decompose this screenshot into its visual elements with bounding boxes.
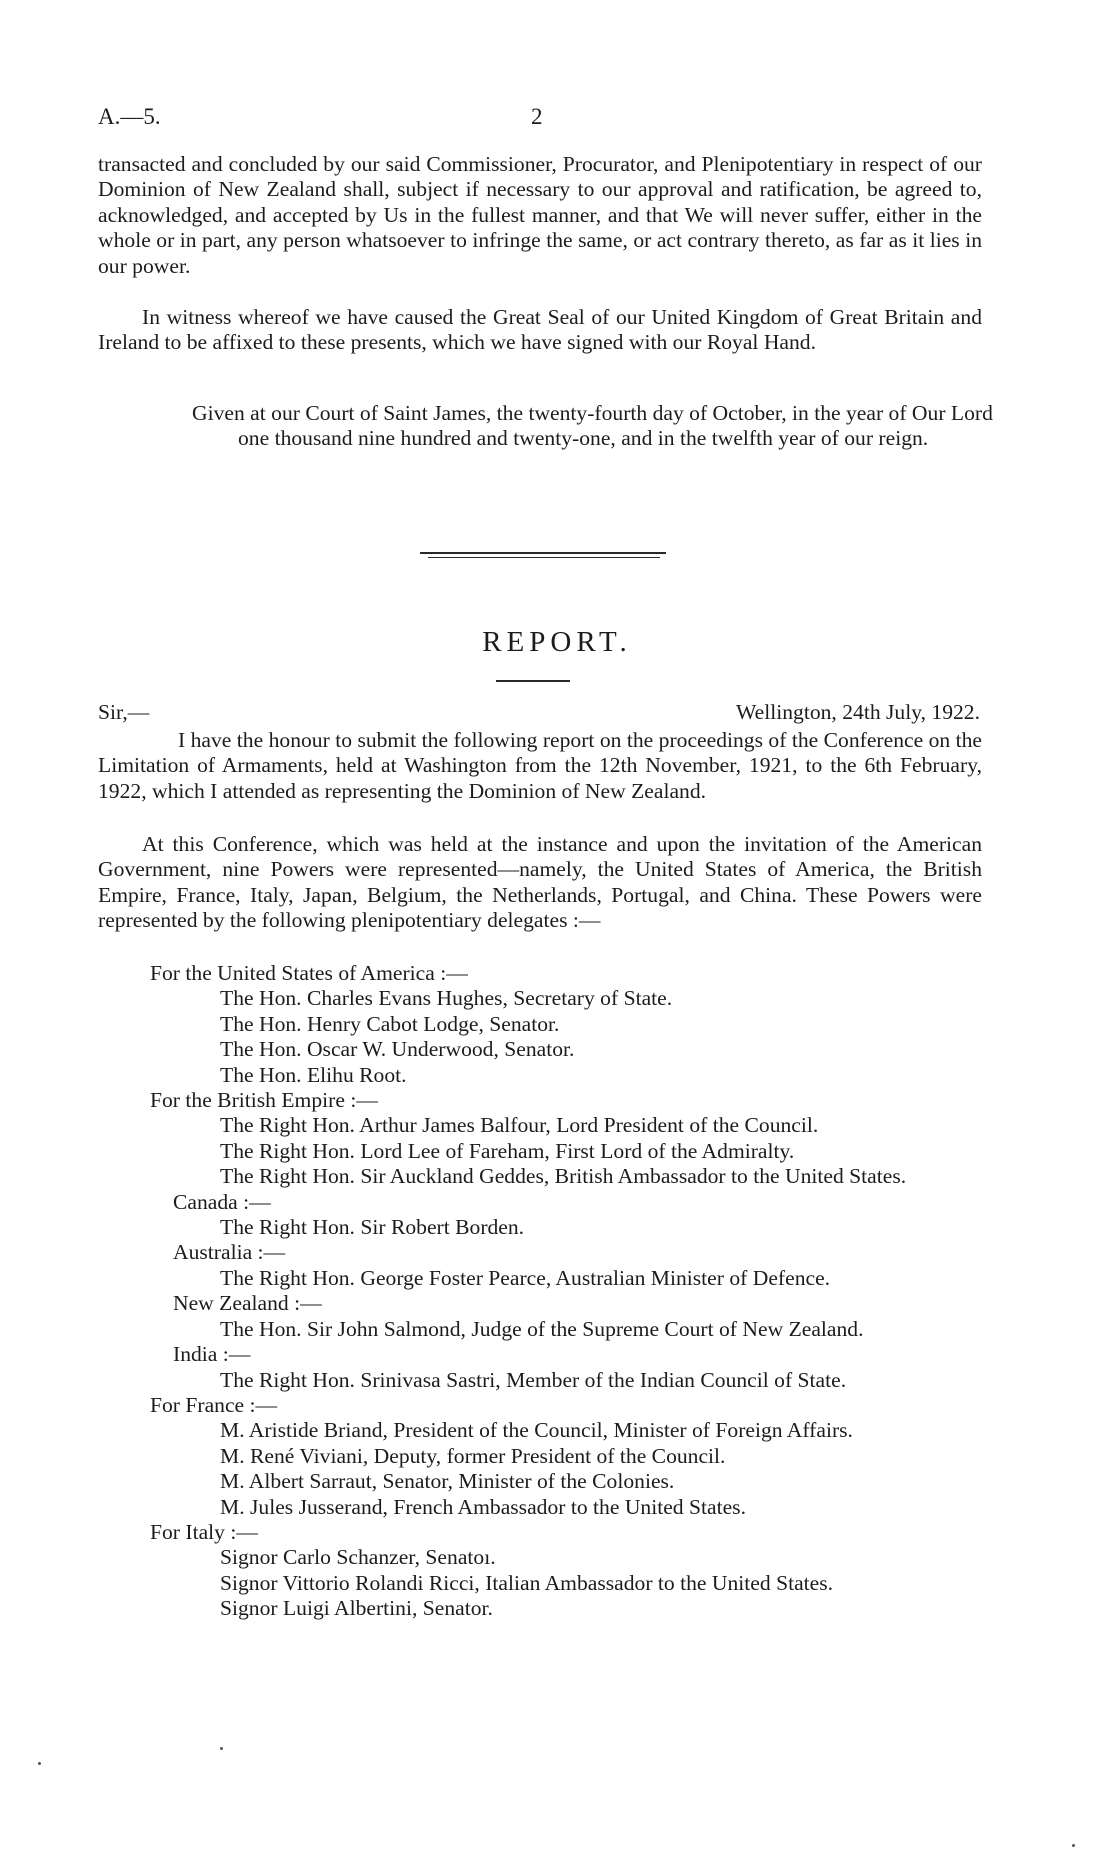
delegate-entry: The Hon. Charles Evans Hughes, Secretary of State. (220, 986, 673, 1011)
delegate-entry: M. René Viviani, Deputy, former President of the Council. (220, 1443, 726, 1468)
delegation-heading: For Italy :— (150, 1519, 258, 1544)
delegation-heading: India :— (173, 1342, 251, 1367)
delegate-entry: The Hon. Sir John Salmond, Judge of the Supreme Court of New Zealand. (220, 1316, 864, 1341)
delegate-entry: Signor Carlo Schanzer, Senatoı. (220, 1545, 496, 1570)
delegation-heading: Canada :— (173, 1189, 271, 1214)
delegate-entry: M. Jules Jusserand, French Ambassador to the United States. (220, 1494, 746, 1519)
given-at-court-paragraph: Given at our Court of Saint James, the twenty-fourth day of October, in the year of Our Lord one thousand nine hundred and twenty-one, and in the twelfth year of our reign. (192, 401, 993, 451)
delegate-entry: The Right Hon. Sir Auckland Geddes, British Ambassador to the United States. (220, 1164, 907, 1189)
delegation-heading: For France :— (150, 1392, 278, 1417)
report-intro-paragraph: I have the honour to submit the following report on the proceedings of the Conference on the Limitation of Armaments, held at Washington from the 12th November, 1921, to the 6th February, 1922, which I attended as representing the Dominion of New Zealand. (98, 728, 982, 803)
delegate-entry: The Right Hon. Sir Robert Borden. (220, 1215, 525, 1240)
delegate-entry: The Right Hon. Arthur James Balfour, Lord President of the Council. (220, 1113, 819, 1138)
delegates-list (98, 961, 982, 1622)
delegation-heading: Australia :— (173, 1240, 286, 1265)
section-divider-bottom (428, 557, 660, 558)
print-speck (220, 1747, 223, 1750)
delegate-entry: Signor Vittorio Rolandi Ricci, Italian Ambassador to the United States. (220, 1570, 834, 1595)
place-and-date: Wellington, 24th July, 1922. (736, 700, 980, 724)
print-speck (38, 1762, 41, 1765)
report-title: REPORT. (482, 626, 632, 658)
page-number: 2 (531, 104, 543, 129)
title-underline (496, 680, 570, 682)
delegate-entry: The Right Hon. Lord Lee of Fareham, First Lord of the Admiralty. (220, 1138, 795, 1163)
delegation-heading: For the British Empire :— (150, 1088, 378, 1113)
delegation-heading: For the United States of America :— (150, 961, 468, 985)
salutation: Sir,— (98, 700, 150, 724)
document-reference: A.—5. (98, 104, 161, 129)
delegation-heading: New Zealand :— (173, 1291, 322, 1316)
delegate-entry: The Hon. Henry Cabot Lodge, Senator. (220, 1011, 560, 1036)
delegate-entry: The Hon. Elihu Root. (220, 1062, 407, 1087)
witness-paragraph: In witness whereof we have caused the Great Seal of our United Kingdom of Great Britain and Ireland to be affixed to these presents, which we have signed with our Royal Hand. (98, 305, 982, 355)
delegate-entry: The Hon. Oscar W. Underwood, Senator. (220, 1037, 575, 1062)
delegate-entry: The Right Hon. Srinivasa Sastri, Member of the Indian Council of State. (220, 1367, 847, 1392)
commission-paragraph-continued: transacted and concluded by our said Commissioner, Procurator, and Plenipotentiary in respect of our Dominion of New Zealand shall, subject if necessary to our approval and ratification, be agreed to, acknowledged, and accepted by Us in the fullest manner, and that We will never suffer, either in the whole or in part, any person whatsoever to infringe the same, or act contrary thereto, as far as it lies in our power. (98, 152, 982, 278)
conference-paragraph: At this Conference, which was held at the instance and upon the invitation of the American Government, nine Powers were represented—namely, the United States of America, the British Empire, France, Italy, Japan, Belgium, the Netherlands, Portugal, and China. These Powers were represented by the following plenipotentiary delegates :— (98, 832, 982, 933)
delegate-entry: M. Albert Sarraut, Senator, Minister of the Colonies. (220, 1469, 675, 1494)
section-divider-top (420, 552, 666, 554)
print-speck (1072, 1844, 1075, 1847)
delegate-entry: Signor Luigi Albertini, Senator. (220, 1596, 493, 1621)
delegate-entry: M. Aristide Briand, President of the Council, Minister of Foreign Affairs. (220, 1418, 853, 1443)
delegate-entry: The Right Hon. George Foster Pearce, Australian Minister of Defence. (220, 1265, 831, 1290)
